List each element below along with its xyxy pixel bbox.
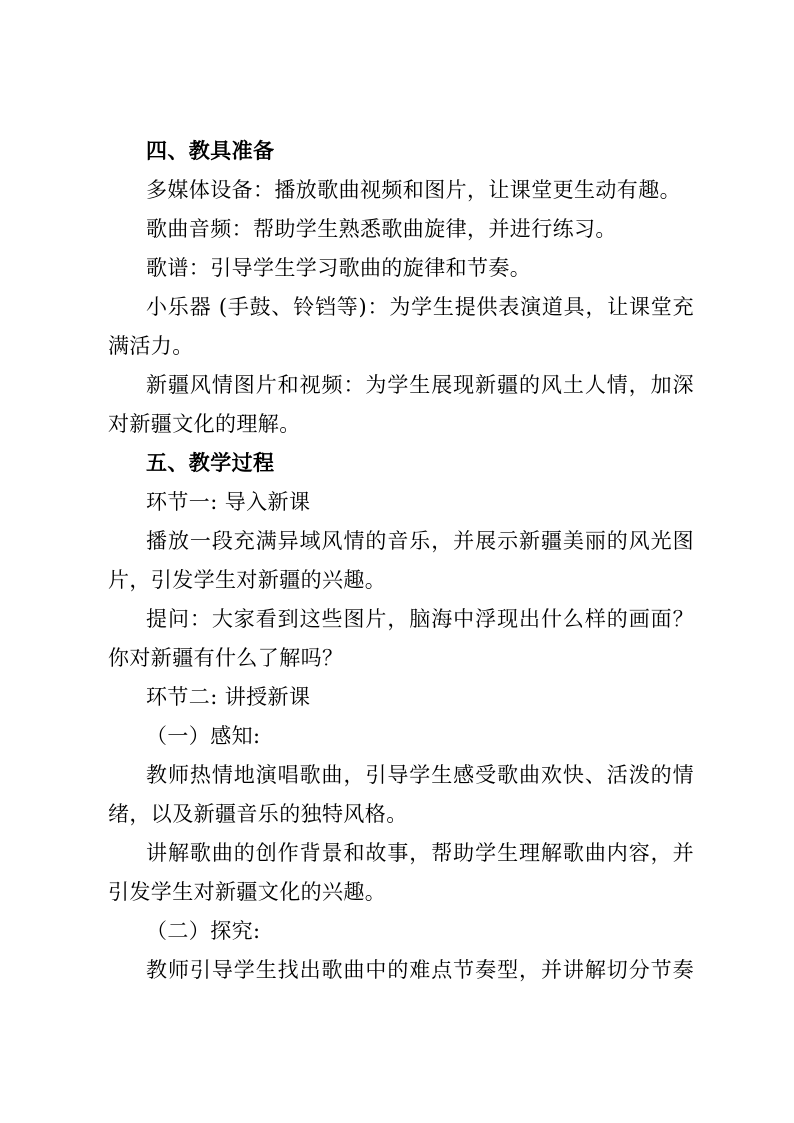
section-heading-teaching-aids: 四、教具准备 <box>146 139 275 163</box>
paragraph-play-music-line1: 播放一段充满异域风情的音乐，并展示新疆美丽的风光图 <box>146 529 694 553</box>
paragraph-question-line2: 你对新疆有什么了解吗？ <box>108 646 344 670</box>
paragraph-small-instruments-line1: 小乐器 (手鼓、铃铛等)：为学生提供表演道具，让课堂充 <box>146 295 694 319</box>
paragraph-multimedia: 多媒体设备：播放歌曲视频和图片，让课堂更生动有趣。 <box>146 178 681 202</box>
part-title-exploration: （二）探究: <box>146 919 261 943</box>
paragraph-xinjiang-media-line1: 新疆风情图片和视频：为学生展现新疆的风土人情，加深 <box>146 373 694 397</box>
paragraph-rhythm-line1: 教师引导学生找出歌曲中的难点节奏型，并讲解切分节奏 <box>146 958 694 982</box>
document-body <box>108 132 694 990</box>
paragraph-teacher-sings-line1: 教师热情地演唱歌曲，引导学生感受歌曲欢快、活泼的情 <box>146 763 694 787</box>
paragraph-song-audio: 歌曲音频：帮助学生熟悉歌曲旋律，并进行练习。 <box>146 217 617 241</box>
paragraph-teacher-sings-line2: 绪，以及新疆音乐的独特风格。 <box>108 802 408 826</box>
paragraph-small-instruments-line2: 满活力。 <box>108 334 194 358</box>
section-heading-teaching-process: 五、教学过程 <box>146 451 275 475</box>
part-title-perception: （一）感知: <box>146 724 261 748</box>
paragraph-background-line2: 引发学生对新疆文化的兴趣。 <box>108 880 387 904</box>
paragraph-background-line1: 讲解歌曲的创作背景和故事，帮助学生理解歌曲内容，并 <box>146 841 694 865</box>
paragraph-score: 歌谱：引导学生学习歌曲的旋律和节奏。 <box>146 256 532 280</box>
paragraph-play-music-line2: 片，引发学生对新疆的兴趣。 <box>108 568 387 592</box>
step-title-new-lesson: 环节二: 讲授新课 <box>146 685 311 709</box>
paragraph-question-line1: 提问：大家看到这些图片，脑海中浮现出什么样的画面？ <box>146 607 694 631</box>
paragraph-xinjiang-media-line2: 对新疆文化的理解。 <box>108 412 301 436</box>
step-title-introduction: 环节一: 导入新课 <box>146 490 311 514</box>
